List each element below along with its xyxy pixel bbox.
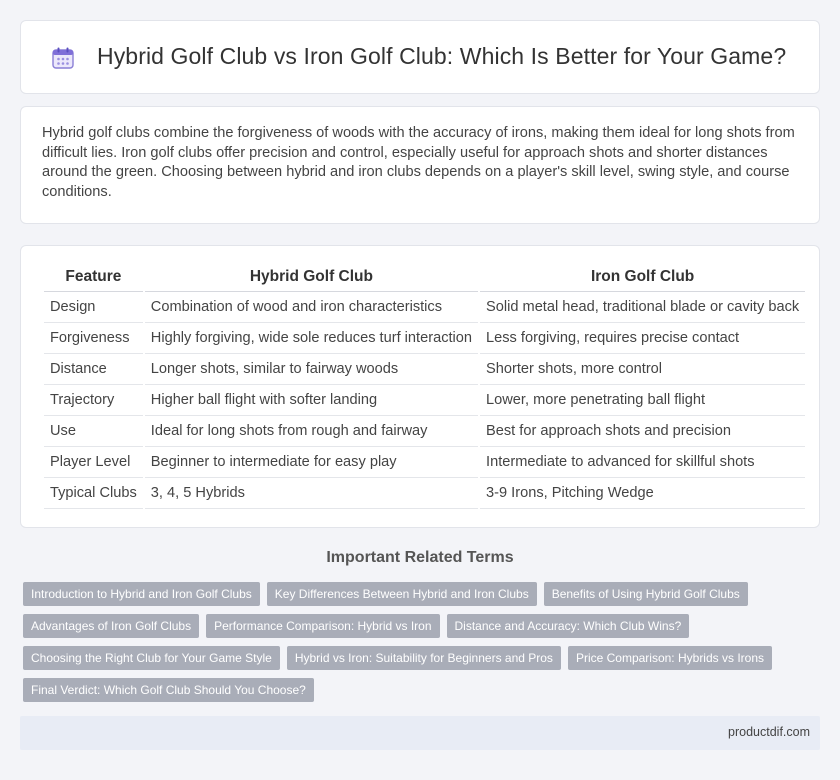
cell-feature: Design (44, 292, 143, 323)
related-terms-heading: Important Related Terms (326, 549, 514, 566)
related-term-tag[interactable]: Price Comparison: Hybrids vs Irons (568, 646, 772, 670)
cell-feature: Trajectory (44, 385, 143, 416)
related-term-tag[interactable]: Choosing the Right Club for Your Game Style (23, 646, 280, 670)
tag-row (23, 678, 823, 702)
cell-feature: Typical Clubs (44, 478, 143, 509)
cell-feature: Player Level (44, 447, 143, 478)
table-row (44, 478, 805, 509)
related-term-tag[interactable]: Distance and Accuracy: Which Club Wins? (447, 614, 690, 638)
cell-iron: Best for approach shots and precision (480, 416, 805, 447)
table-row (44, 416, 805, 447)
intro-card (20, 106, 820, 224)
related-term-tag[interactable]: Hybrid vs Iron: Suitability for Beginners and Pros (287, 646, 561, 670)
related-terms-list (23, 582, 823, 710)
page-title: Hybrid Golf Club vs Iron Golf Club: Which Is Better for Your Game? (97, 43, 787, 69)
related-term-tag[interactable]: Key Differences Between Hybrid and Iron Clubs (267, 582, 537, 606)
cell-iron: Shorter shots, more control (480, 354, 805, 385)
table-row (44, 447, 805, 478)
related-term-tag[interactable]: Introduction to Hybrid and Iron Golf Clubs (23, 582, 260, 606)
header-card (20, 20, 820, 94)
cell-hybrid: Longer shots, similar to fairway woods (145, 354, 478, 385)
comparison-table (42, 263, 807, 509)
tag-row (23, 646, 823, 670)
related-term-tag[interactable]: Final Verdict: Which Golf Club Should You Choose? (23, 678, 314, 702)
footer-site-name: productdif.com (728, 725, 810, 739)
table-header-row (44, 263, 805, 292)
cell-iron: Less forgiving, requires precise contact (480, 323, 805, 354)
cell-hybrid: 3, 4, 5 Hybrids (145, 478, 478, 509)
table-row (44, 385, 805, 416)
table-row (44, 323, 805, 354)
cell-hybrid: Combination of wood and iron characteristics (145, 292, 478, 323)
header-hybrid: Hybrid Golf Club (145, 263, 478, 292)
table-row (44, 354, 805, 385)
cell-hybrid: Higher ball flight with softer landing (145, 385, 478, 416)
cell-iron: 3-9 Irons, Pitching Wedge (480, 478, 805, 509)
cell-iron: Lower, more penetrating ball flight (480, 385, 805, 416)
cell-iron: Solid metal head, traditional blade or cavity back (480, 292, 805, 323)
calendar-icon (50, 45, 76, 71)
cell-iron: Intermediate to advanced for skillful shots (480, 447, 805, 478)
cell-hybrid: Beginner to intermediate for easy play (145, 447, 478, 478)
cell-feature: Forgiveness (44, 323, 143, 354)
related-term-tag[interactable]: Performance Comparison: Hybrid vs Iron (206, 614, 439, 638)
cell-hybrid: Ideal for long shots from rough and fairway (145, 416, 478, 447)
tag-row (23, 582, 823, 606)
comparison-card (20, 245, 820, 528)
table-row (44, 292, 805, 323)
cell-feature: Distance (44, 354, 143, 385)
header-iron: Iron Golf Club (480, 263, 805, 292)
related-term-tag[interactable]: Benefits of Using Hybrid Golf Clubs (544, 582, 748, 606)
related-term-tag[interactable]: Advantages of Iron Golf Clubs (23, 614, 199, 638)
footer-bar (20, 716, 820, 750)
intro-paragraph: Hybrid golf clubs combine the forgiveness of woods with the accuracy of irons, making them ideal for long shots from difficult lies. Iron golf clubs offer precision and control, especially useful for approach shots and shorter distances around the green. Choosing between hybrid and iron clubs depends on a player's skill level, swing style, and course conditions. (42, 125, 795, 200)
header-feature: Feature (44, 263, 143, 292)
cell-hybrid: Highly forgiving, wide sole reduces turf interaction (145, 323, 478, 354)
cell-feature: Use (44, 416, 143, 447)
tag-row (23, 614, 823, 638)
